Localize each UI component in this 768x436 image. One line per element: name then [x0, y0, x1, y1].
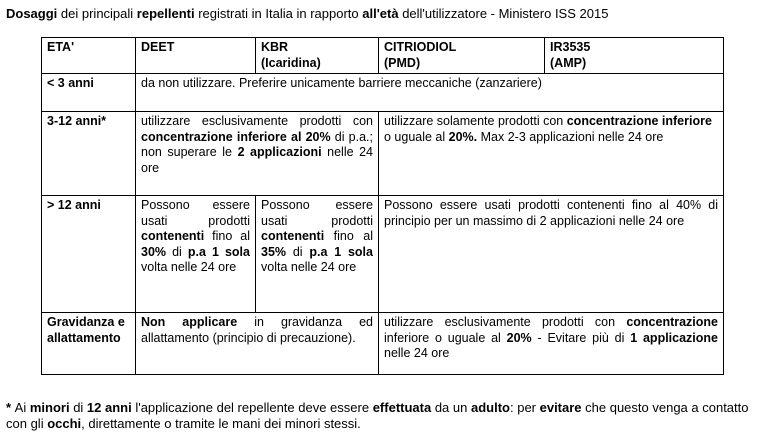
header-deet: DEET — [136, 38, 256, 74]
table-row — [42, 74, 724, 112]
table-row — [42, 313, 724, 375]
document-title: Dosaggi dei principali repellenti registrati in Italia in rapporto all'età dell'utilizzatore - Ministero ISS 2015 — [6, 6, 609, 21]
age-3-12: 3-12 anni* — [42, 112, 136, 196]
header-citriodiol: CITRIODIOL (PMD) — [379, 38, 545, 74]
age-pregnancy: Gravidanza e allattamento — [42, 313, 136, 375]
others-pregnancy-recommendation: utilizzare esclusivamente prodotti con concentrazione inferiore o uguale al 20% - Evitare più di 1 applicazione nelle 24 ore — [379, 313, 724, 375]
age-under-3: < 3 anni — [42, 74, 136, 112]
header-ir3535: IR3535 (AMP) — [545, 38, 724, 74]
header-eta: ETA' — [42, 38, 136, 74]
others-3-12-recommendation: utilizzare solamente prodotti con concentrazione inferiore o uguale al 20%. Max 2-3 applicazioni nelle 24 ore — [379, 112, 724, 196]
header-kbr: KBR (Icaridina) — [256, 38, 379, 74]
footnote: * Ai minori di 12 anni l'applicazione del repellente deve essere effettuata da un adulto: per evitare che questo venga a contatto con gli occhi, direttamente o tramite le mani dei minori stessi. — [6, 400, 749, 431]
table-row — [42, 196, 724, 313]
repellent-dosage-table — [41, 37, 724, 375]
deet-over-12-recommendation: Possono essere usati prodotti contenenti fino al 30% di p.a 1 sola volta nelle 24 ore — [136, 196, 256, 313]
age-over-12: > 12 anni — [42, 196, 136, 313]
kbr-over-12-recommendation: Possono essere usati prodotti contenenti fino al 35% di p.a 1 sola volta nelle 24 ore — [256, 196, 379, 313]
deet-kbr-3-12-recommendation: utilizzare esclusivamente prodotti con concentrazione inferiore al 20% di p.a.; non superare le 2 applicazioni nelle 24 ore — [136, 112, 379, 196]
table-row — [42, 112, 724, 196]
under-3-recommendation: da non utilizzare. Preferire unicamente barriere meccaniche (zanzariere) — [136, 74, 724, 112]
table-header-row — [42, 38, 724, 74]
others-over-12-recommendation: Possono essere usati prodotti contenenti fino al 40% di principio per un massimo di 2 applicazioni nelle 24 ore — [379, 196, 724, 313]
deet-kbr-pregnancy-recommendation: Non applicare in gravidanza ed allattamento (principio di precauzione). — [136, 313, 379, 375]
